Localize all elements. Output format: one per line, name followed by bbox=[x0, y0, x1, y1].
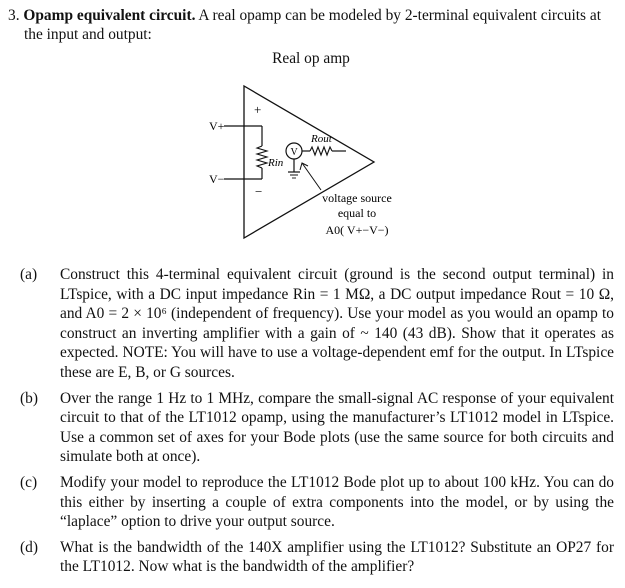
note-line-3: A0( V+−V−) bbox=[325, 223, 389, 237]
problem-intro: A real opamp can be modeled by 2-terminal equivalent circuits at the input and output: bbox=[24, 7, 601, 43]
part-a-text: Construct this 4-terminal equivalent circuit (ground is the second output terminal) in LTspice, with a DC input impedance Rin = 1 MΩ, a DC output impedance Rout = 10 Ω, and A0 = 2 × 10⁶ (independent of frequency). Use your model as you would an opamp to construct an inverting amplifier with a gain of ~ 140 (43 dB). Show that it operates as expected. NOTE: You will have to use a voltage-dependent emf for the output. In LTspice these are E, B, or G sources. bbox=[60, 266, 614, 381]
part-c bbox=[10, 473, 614, 532]
source-symbol-label: V bbox=[290, 147, 298, 158]
note-arrow bbox=[302, 163, 321, 190]
problem-title: Opamp equivalent circuit. bbox=[23, 7, 196, 24]
rin-resistor bbox=[257, 146, 267, 168]
part-b bbox=[10, 389, 614, 467]
opamp-equivalent-circuit-diagram bbox=[196, 50, 426, 250]
note-line-1: voltage source bbox=[322, 191, 392, 205]
part-c-text: Modify your model to reproduce the LT1012 Bode plot up to about 100 kHz. You can do this either by inserting a couple of extra components into the model, or by using the “laplace” option to drive your output source. bbox=[60, 473, 614, 531]
part-a-letter: (a) bbox=[20, 266, 38, 283]
problem-statement bbox=[8, 6, 614, 44]
opamp-figure bbox=[196, 50, 426, 250]
part-d-letter: (d) bbox=[20, 538, 38, 556]
rout-label: Rout bbox=[311, 133, 332, 145]
part-a bbox=[10, 265, 614, 383]
problem-number: 3. bbox=[8, 7, 20, 24]
part-d bbox=[10, 538, 614, 577]
figure-title: Real op amp bbox=[272, 50, 350, 67]
part-c-letter: (c) bbox=[20, 473, 38, 491]
problem-parts bbox=[10, 265, 614, 583]
note-line-2: equal to bbox=[337, 206, 377, 220]
rin-label: Rin bbox=[268, 157, 284, 169]
plus-sign: + bbox=[254, 102, 262, 117]
problem-heading bbox=[8, 6, 614, 44]
minus-sign: − bbox=[255, 184, 263, 199]
part-d-text: What is the bandwidth of the 140X amplifier using the LT1012? Substitute an OP27 for the LT1012. Now what is the bandwidth of the amplifier? bbox=[60, 538, 614, 576]
v-plus-label: V+ bbox=[209, 119, 225, 133]
v-minus-label: V− bbox=[209, 172, 225, 186]
part-b-letter: (b) bbox=[20, 389, 38, 407]
part-b-text: Over the range 1 Hz to 1 MHz, compare the small-signal AC response of your equivalent circuit to that of the LT1012 opamp, using the manufacturer’s LT1012 model in LTspice. Use a common set of axes for your Bode plots (use the same source for both circuits and simulate both at once). bbox=[60, 389, 614, 466]
rout-resistor bbox=[310, 147, 332, 155]
